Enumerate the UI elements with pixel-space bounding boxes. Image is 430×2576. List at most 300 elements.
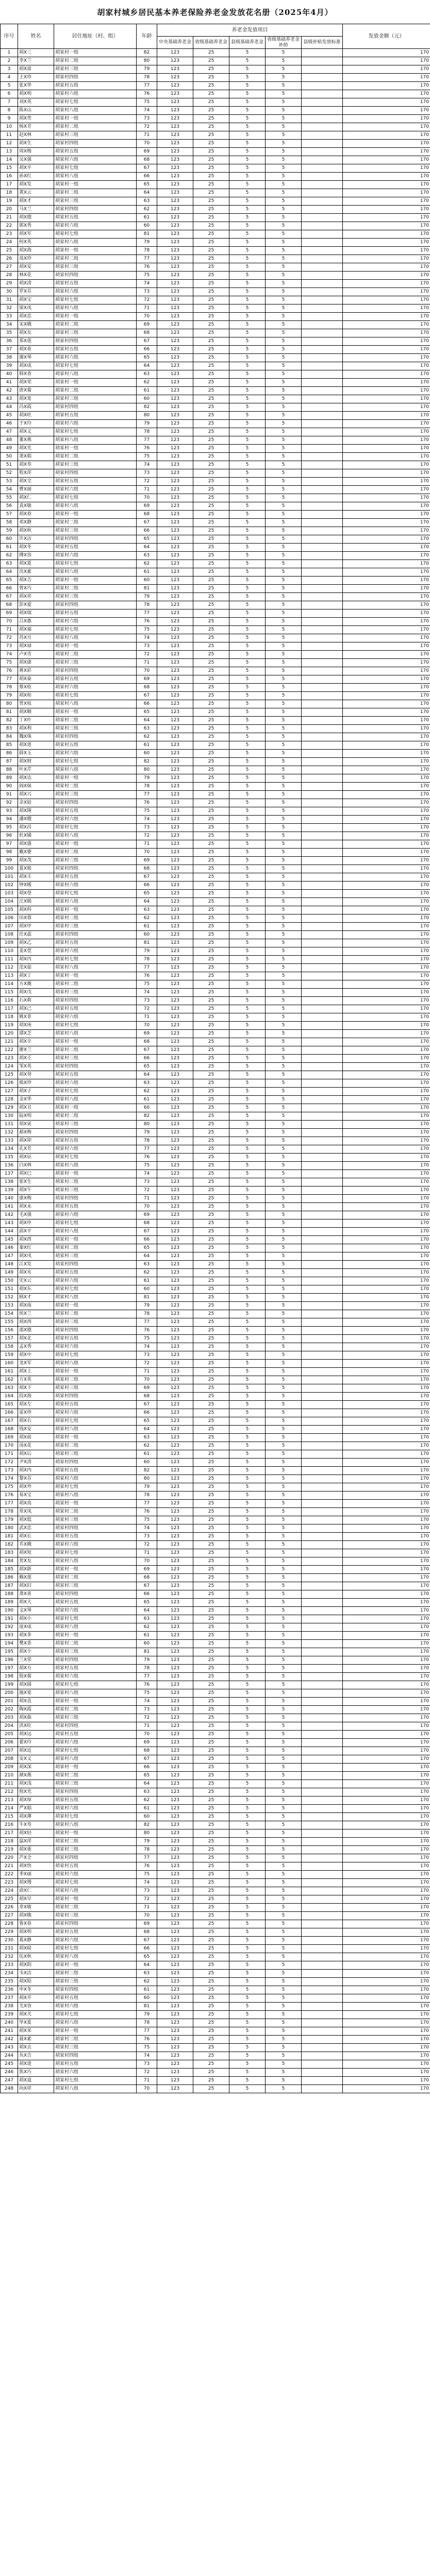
row-index: 8 [1, 107, 18, 115]
total-amount: 170 [343, 1376, 430, 1384]
prov-extra-amount: 5 [266, 577, 302, 585]
central-base-amount: 123 [157, 1607, 193, 1615]
village-address: 胡家村七组 [54, 2011, 137, 2019]
row-index: 234 [1, 1970, 18, 1978]
prov-base-amount: 25 [193, 1722, 229, 1731]
table-row [1, 1022, 430, 1030]
row-index: 114 [1, 980, 18, 989]
central-base-amount: 123 [157, 956, 193, 964]
prov-base-amount: 25 [193, 1829, 229, 1838]
county-base-amount: 5 [229, 667, 266, 675]
village-address: 胡家村四组 [54, 1327, 137, 1335]
county-extra-amount [302, 2027, 343, 2036]
village-address: 胡家村六组 [54, 1409, 137, 1417]
village-address: 胡家村三组 [54, 1978, 137, 1986]
village-address: 胡家村一组 [54, 1434, 137, 1442]
county-base-amount: 5 [229, 1285, 266, 1294]
person-name: 崔X生 [18, 1178, 54, 1187]
central-base-amount: 123 [157, 1162, 193, 1170]
table-row [1, 1162, 430, 1170]
county-base-amount: 5 [229, 849, 266, 857]
row-index: 238 [1, 2003, 18, 2011]
row-index: 159 [1, 1351, 18, 1360]
village-address: 胡家村八组 [54, 2019, 137, 2027]
table-row [1, 824, 430, 832]
prov-base-amount: 25 [193, 1739, 229, 1747]
central-base-amount: 123 [157, 1178, 193, 1187]
row-index: 39 [1, 362, 18, 370]
village-address: 胡家村八组 [54, 1887, 137, 1895]
county-extra-amount [302, 1516, 343, 1524]
table-row [1, 1195, 430, 1203]
row-index: 189 [1, 1599, 18, 1607]
table-row [1, 816, 430, 824]
central-base-amount: 123 [157, 247, 193, 255]
person-name: 胡X己 [18, 1005, 54, 1013]
county-base-amount: 5 [229, 1030, 266, 1038]
village-address: 胡家村二组 [54, 1244, 137, 1252]
person-age: 71 [137, 1904, 157, 1912]
prov-base-amount: 25 [193, 2003, 229, 2011]
county-extra-amount [302, 354, 343, 362]
county-extra-amount [302, 247, 343, 255]
prov-base-amount: 25 [193, 502, 229, 511]
person-age: 66 [137, 1590, 157, 1599]
row-index: 244 [1, 2052, 18, 2060]
table-row [1, 321, 430, 329]
total-amount: 170 [343, 1442, 430, 1450]
village-address: 胡家村四组 [54, 865, 137, 873]
village-address: 胡家村二组 [54, 717, 137, 725]
county-base-amount: 5 [229, 329, 266, 337]
prov-extra-amount: 5 [266, 1228, 302, 1236]
row-index: 61 [1, 544, 18, 552]
prov-base-amount: 25 [193, 49, 229, 57]
county-base-amount: 5 [229, 214, 266, 222]
central-base-amount: 123 [157, 65, 193, 74]
person-age: 69 [137, 321, 157, 329]
prov-base-amount: 25 [193, 626, 229, 634]
central-base-amount: 123 [157, 1648, 193, 1656]
row-index: 161 [1, 1368, 18, 1376]
person-name: 胡X生 [18, 140, 54, 148]
central-base-amount: 123 [157, 1351, 193, 1360]
prov-extra-amount: 5 [266, 1590, 302, 1599]
person-age: 77 [137, 1500, 157, 1508]
person-name: 胡X兴 [18, 791, 54, 799]
village-address: 胡家村七组 [54, 824, 137, 832]
county-base-amount: 5 [229, 2003, 266, 2011]
prov-extra-amount: 5 [266, 1442, 302, 1450]
person-age: 62 [137, 1269, 157, 1277]
central-base-amount: 123 [157, 1829, 193, 1838]
person-name: 胡X快 [18, 1862, 54, 1871]
table-row [1, 1088, 430, 1096]
village-address: 胡家村二组 [54, 255, 137, 263]
county-extra-amount [302, 1920, 343, 1928]
row-index: 75 [1, 659, 18, 667]
prov-extra-amount: 5 [266, 478, 302, 486]
prov-extra-amount: 5 [266, 304, 302, 313]
central-base-amount: 123 [157, 544, 193, 552]
person-age: 73 [137, 1351, 157, 1360]
prov-extra-amount: 5 [266, 1772, 302, 1780]
county-extra-amount [302, 807, 343, 816]
central-base-amount: 123 [157, 57, 193, 65]
person-name: 赖X莲 [18, 1574, 54, 1582]
person-name: 唐X菊 [18, 387, 54, 395]
county-extra-amount [302, 1005, 343, 1013]
central-base-amount: 123 [157, 807, 193, 816]
row-index: 48 [1, 436, 18, 445]
total-amount: 170 [343, 1071, 430, 1079]
county-extra-amount [302, 1112, 343, 1121]
village-address: 胡家村八组 [54, 1821, 137, 1829]
table-row [1, 898, 430, 906]
village-address: 胡家村一组 [54, 708, 137, 717]
prov-extra-amount: 5 [266, 1351, 302, 1360]
prov-extra-amount: 5 [266, 832, 302, 840]
prov-base-amount: 25 [193, 436, 229, 445]
person-name: 江X发 [18, 1261, 54, 1269]
prov-extra-amount: 5 [266, 1838, 302, 1846]
col-county-extra: 县级补贴发放标准 [302, 37, 343, 49]
central-base-amount: 123 [157, 1780, 193, 1788]
total-amount: 170 [343, 1129, 430, 1137]
total-amount: 170 [343, 461, 430, 469]
prov-extra-amount: 5 [266, 840, 302, 849]
person-age: 75 [137, 1689, 157, 1698]
central-base-amount: 123 [157, 1986, 193, 1994]
prov-base-amount: 25 [193, 972, 229, 980]
village-address: 胡家村三组 [54, 263, 137, 272]
table-row [1, 222, 430, 230]
table-row [1, 1302, 430, 1310]
row-index: 124 [1, 1063, 18, 1071]
total-amount: 170 [343, 1953, 430, 1961]
central-base-amount: 123 [157, 1228, 193, 1236]
county-base-amount: 5 [229, 1351, 266, 1360]
total-amount: 170 [343, 873, 430, 882]
county-base-amount: 5 [229, 1195, 266, 1203]
prov-extra-amount: 5 [266, 2044, 302, 2052]
village-address: 胡家村二组 [54, 1508, 137, 1516]
county-extra-amount [302, 2003, 343, 2011]
row-index: 175 [1, 1483, 18, 1492]
prov-extra-amount: 5 [266, 882, 302, 890]
table-row [1, 1112, 430, 1121]
village-address: 胡家村七组 [54, 1681, 137, 1689]
county-base-amount: 5 [229, 1368, 266, 1376]
prov-base-amount: 25 [193, 634, 229, 642]
prov-extra-amount: 5 [266, 2069, 302, 2077]
row-index: 79 [1, 692, 18, 700]
table-row [1, 1500, 430, 1508]
total-amount: 170 [343, 1788, 430, 1797]
table-row [1, 346, 430, 354]
county-extra-amount [302, 1285, 343, 1294]
row-index: 223 [1, 1879, 18, 1887]
total-amount: 170 [343, 453, 430, 461]
person-age: 62 [137, 1088, 157, 1096]
row-index: 136 [1, 1162, 18, 1170]
county-extra-amount [302, 1368, 343, 1376]
person-age: 64 [137, 1426, 157, 1434]
person-age: 76 [137, 1681, 157, 1689]
person-age: 71 [137, 659, 157, 667]
village-address: 胡家村五组 [54, 1797, 137, 1805]
village-address: 胡家村七组 [54, 230, 137, 239]
county-extra-amount [302, 1953, 343, 1961]
county-base-amount: 5 [229, 197, 266, 206]
person-age: 62 [137, 733, 157, 741]
prov-extra-amount: 5 [266, 98, 302, 107]
village-address: 胡家村一组 [54, 972, 137, 980]
row-index: 64 [1, 568, 18, 577]
prov-base-amount: 25 [193, 288, 229, 296]
row-index: 206 [1, 1739, 18, 1747]
person-name: 胡X卯 [18, 1137, 54, 1145]
table-row [1, 741, 430, 750]
table-row [1, 1879, 430, 1887]
person-name: 胡X宝 [18, 296, 54, 304]
row-index: 230 [1, 1937, 18, 1945]
person-age: 62 [137, 1797, 157, 1805]
table-row [1, 1343, 430, 1351]
county-extra-amount [302, 1219, 343, 1228]
village-address: 胡家村五组 [54, 1862, 137, 1871]
village-address: 胡家村一组 [54, 1500, 137, 1508]
prov-base-amount: 25 [193, 403, 229, 412]
row-index: 49 [1, 445, 18, 453]
village-address: 胡家村三组 [54, 2044, 137, 2052]
person-name: 胡X春 [18, 511, 54, 519]
person-age: 66 [137, 527, 157, 535]
row-index: 66 [1, 585, 18, 593]
central-base-amount: 123 [157, 1187, 193, 1195]
table-row [1, 148, 430, 156]
central-base-amount: 123 [157, 403, 193, 412]
prov-extra-amount: 5 [266, 1294, 302, 1302]
total-amount: 170 [343, 1467, 430, 1475]
total-amount: 170 [343, 1970, 430, 1978]
village-address: 胡家村三组 [54, 1780, 137, 1788]
person-age: 73 [137, 288, 157, 296]
person-name: 袁X敏 [18, 502, 54, 511]
central-base-amount: 123 [157, 288, 193, 296]
total-amount: 170 [343, 57, 430, 65]
county-extra-amount [302, 601, 343, 609]
county-base-amount: 5 [229, 1063, 266, 1071]
person-name: 胡X前 [18, 1434, 54, 1442]
prov-extra-amount: 5 [266, 272, 302, 280]
person-name: 胡X丰 [18, 873, 54, 882]
total-amount: 170 [343, 1104, 430, 1112]
person-age: 72 [137, 1714, 157, 1722]
central-base-amount: 123 [157, 1236, 193, 1244]
table-row [1, 535, 430, 544]
total-amount: 170 [343, 882, 430, 890]
county-base-amount: 5 [229, 1071, 266, 1079]
central-base-amount: 123 [157, 1533, 193, 1541]
table-row [1, 708, 430, 717]
person-age: 69 [137, 1211, 157, 1219]
village-address: 胡家村六组 [54, 1013, 137, 1022]
table-row [1, 1294, 430, 1302]
prov-extra-amount: 5 [266, 947, 302, 956]
county-base-amount: 5 [229, 1409, 266, 1417]
central-base-amount: 123 [157, 684, 193, 692]
county-extra-amount [302, 272, 343, 280]
table-row [1, 1648, 430, 1656]
village-address: 胡家村七组 [54, 1022, 137, 1030]
row-index: 205 [1, 1731, 18, 1739]
person-age: 70 [137, 667, 157, 675]
county-extra-amount [302, 65, 343, 74]
total-amount: 170 [343, 692, 430, 700]
person-age: 68 [137, 511, 157, 519]
village-address: 胡家村一组 [54, 906, 137, 914]
county-extra-amount [302, 1211, 343, 1219]
table-row [1, 725, 430, 733]
central-base-amount: 123 [157, 989, 193, 997]
person-age: 74 [137, 1170, 157, 1178]
person-age: 78 [137, 1846, 157, 1854]
prov-base-amount: 25 [193, 1541, 229, 1549]
total-amount: 170 [343, 1450, 430, 1459]
row-index: 111 [1, 956, 18, 964]
central-base-amount: 123 [157, 741, 193, 750]
county-extra-amount [302, 783, 343, 791]
village-address: 胡家村二组 [54, 585, 137, 593]
table-row [1, 1310, 430, 1318]
village-address: 胡家村五组 [54, 148, 137, 156]
prov-extra-amount: 5 [266, 552, 302, 560]
prov-extra-amount: 5 [266, 1566, 302, 1574]
person-age: 74 [137, 1343, 157, 1351]
county-base-amount: 5 [229, 1079, 266, 1088]
person-name: 胡X新 [18, 1566, 54, 1574]
central-base-amount: 123 [157, 1318, 193, 1327]
village-address: 胡家村四组 [54, 733, 137, 741]
prov-base-amount: 25 [193, 1698, 229, 1706]
row-index: 208 [1, 1755, 18, 1764]
row-index: 46 [1, 420, 18, 428]
county-base-amount: 5 [229, 634, 266, 642]
person-age: 72 [137, 123, 157, 131]
table-row [1, 651, 430, 659]
person-name: 蒋X彩 [18, 667, 54, 675]
prov-base-amount: 25 [193, 255, 229, 263]
row-index: 117 [1, 1005, 18, 1013]
prov-base-amount: 25 [193, 329, 229, 337]
central-base-amount: 123 [157, 840, 193, 849]
row-index: 95 [1, 824, 18, 832]
person-name: 胡X夏 [18, 560, 54, 568]
prov-base-amount: 25 [193, 337, 229, 346]
county-base-amount: 5 [229, 750, 266, 758]
total-amount: 170 [343, 1904, 430, 1912]
person-name: 申X冬 [18, 1986, 54, 1994]
person-name: 殷X菊 [18, 1673, 54, 1681]
total-amount: 170 [343, 535, 430, 544]
table-row [1, 1376, 430, 1384]
county-extra-amount [302, 1656, 343, 1665]
table-row [1, 684, 430, 692]
person-age: 68 [137, 684, 157, 692]
pension-roster-table [0, 24, 430, 2093]
central-base-amount: 123 [157, 931, 193, 939]
person-age: 79 [137, 774, 157, 783]
person-name: 于X玲 [18, 420, 54, 428]
row-index: 182 [1, 1541, 18, 1549]
prov-base-amount: 25 [193, 1714, 229, 1722]
row-index: 160 [1, 1360, 18, 1368]
village-address: 胡家村六组 [54, 1079, 137, 1088]
village-address: 胡家村一组 [54, 445, 137, 453]
table-row [1, 1055, 430, 1063]
person-name: 陶X霞 [18, 1706, 54, 1714]
central-base-amount: 123 [157, 1953, 193, 1961]
total-amount: 170 [343, 1978, 430, 1986]
prov-base-amount: 25 [193, 354, 229, 362]
central-base-amount: 123 [157, 1302, 193, 1310]
person-name: 罗X芬 [18, 288, 54, 296]
person-age: 75 [137, 453, 157, 461]
prov-extra-amount: 5 [266, 1961, 302, 1970]
person-name: 温X萍 [18, 1838, 54, 1846]
row-index: 71 [1, 626, 18, 634]
prov-base-amount: 25 [193, 939, 229, 947]
central-base-amount: 123 [157, 1764, 193, 1772]
village-address: 胡家村三组 [54, 1187, 137, 1195]
total-amount: 170 [343, 1524, 430, 1533]
prov-base-amount: 25 [193, 1912, 229, 1920]
prov-extra-amount: 5 [266, 214, 302, 222]
row-index: 203 [1, 1714, 18, 1722]
row-index: 155 [1, 1318, 18, 1327]
prov-extra-amount: 5 [266, 708, 302, 717]
person-age: 66 [137, 700, 157, 708]
village-address: 胡家村八组 [54, 964, 137, 972]
person-name: 邱X平 [18, 1228, 54, 1236]
prov-extra-amount: 5 [266, 189, 302, 197]
table-row [1, 469, 430, 478]
prov-base-amount: 25 [193, 1953, 229, 1961]
village-address: 胡家村六组 [54, 288, 137, 296]
total-amount: 170 [343, 1557, 430, 1566]
person-age: 66 [137, 1764, 157, 1772]
county-extra-amount [302, 750, 343, 758]
table-row [1, 1467, 430, 1475]
village-address: 胡家村四组 [54, 337, 137, 346]
table-row [1, 1483, 430, 1492]
person-age: 65 [137, 1417, 157, 1426]
person-age: 69 [137, 675, 157, 684]
prov-extra-amount: 5 [266, 1516, 302, 1524]
person-name: 邹X英 [18, 1063, 54, 1071]
row-index: 149 [1, 1269, 18, 1277]
row-index: 110 [1, 947, 18, 956]
person-name: 夏X姐 [18, 865, 54, 873]
central-base-amount: 123 [157, 1508, 193, 1516]
person-name: 王X珍 [18, 74, 54, 82]
prov-extra-amount: 5 [266, 1318, 302, 1327]
prov-base-amount: 25 [193, 1450, 229, 1459]
county-base-amount: 5 [229, 1121, 266, 1129]
prov-base-amount: 25 [193, 1574, 229, 1582]
row-index: 23 [1, 230, 18, 239]
